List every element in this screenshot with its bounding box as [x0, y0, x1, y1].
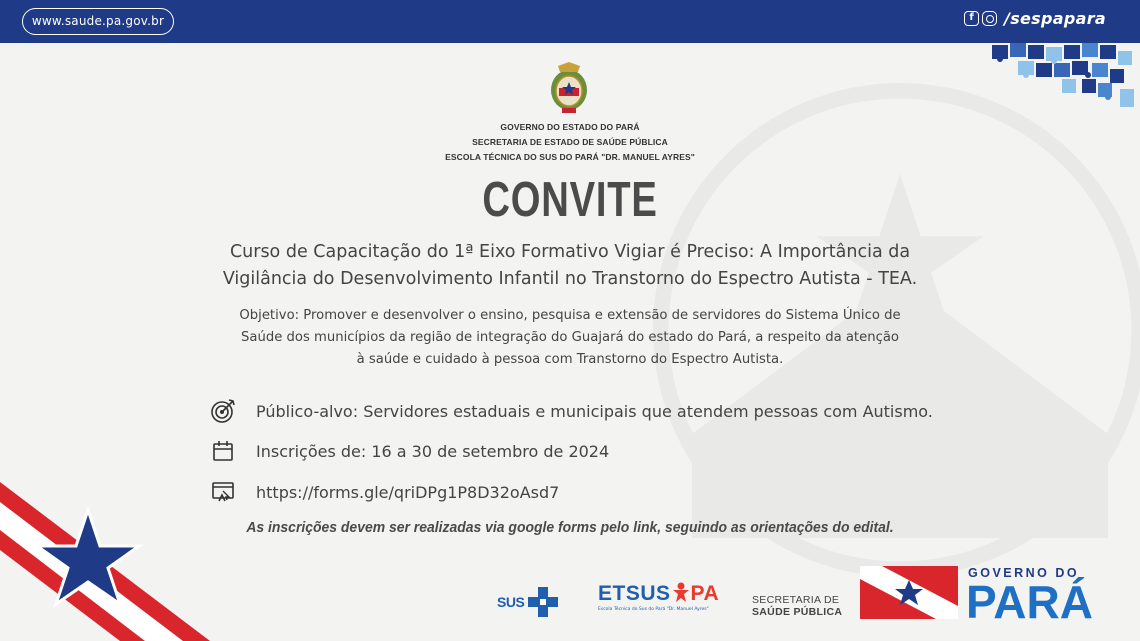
course-title-line-2: Vigilância do Desenvolvimento Infantil no Transtorno do Espectro Autista - TEA. — [222, 269, 918, 289]
secretariat-logo — [752, 594, 842, 618]
social-links — [964, 9, 1106, 28]
etsus-logo — [598, 582, 728, 612]
registration-note: As inscrições devem ser realizadas via google forms pelo link, seguindo as orientações do edital. — [246, 519, 894, 536]
site-url-link[interactable]: www.saude.pa.gov.br — [22, 8, 174, 35]
objective-line-3: à saúde e cuidado à pessoa com Transtorno do Espectro Autista. — [356, 352, 784, 367]
sus-logo-text: SUS — [497, 594, 525, 610]
secretariat-logo-line-2: SAÚDE PÚBLICA — [752, 606, 843, 618]
course-title-line-1: Curso de Capacitação do 1ª Eixo Formativo Vigiar é Preciso: A Importância da — [229, 242, 911, 262]
puzzle-pieces-decoration — [988, 43, 1140, 115]
sus-logo — [497, 585, 560, 619]
link-row — [210, 479, 559, 505]
instagram-icon[interactable] — [982, 11, 997, 26]
objective-line-2: Saúde dos municípios da região de integração do Guajará do estado do Pará, a respeito da atenção — [241, 330, 899, 345]
calendar-icon — [210, 438, 236, 464]
objective-line-1: Objetivo: Promover e desenvolver o ensino, pesquisa e extensão de servidores do Sistema Único de — [239, 308, 901, 323]
person-icon — [671, 582, 691, 602]
institution-line-school: ESCOLA TÉCNICA DO SUS DO PARÁ "DR. MANUEL AYRES" — [445, 152, 695, 162]
institution-header — [380, 120, 760, 165]
para-flag-icon — [860, 566, 958, 619]
institution-line-government: GOVERNO DO ESTADO DO PARÁ — [500, 122, 640, 132]
page-title: CONVITE — [482, 173, 658, 227]
governo-do-text: GOVERNO DO — [968, 566, 1080, 580]
course-title — [160, 239, 980, 293]
audience-text: Público-alvo: Servidores estaduais e municipais que atendem pessoas com Autismo. — [256, 401, 933, 421]
etsus-subtitle: Escola Técnica do Sus do Pará "Dr. Manuel Ayres" — [598, 607, 709, 612]
social-handle[interactable]: /sespapara — [1004, 9, 1106, 28]
registration-row — [210, 438, 609, 464]
course-objective — [190, 305, 950, 371]
facebook-icon[interactable]: f — [964, 11, 979, 26]
registration-dates: Inscrições de: 16 a 30 de setembro de 2024 — [256, 441, 610, 461]
sus-cross-icon — [526, 585, 560, 619]
para-flag-ribbon — [0, 470, 210, 641]
state-coat-of-arms-icon — [546, 60, 592, 116]
top-bar — [0, 0, 1140, 43]
para-text: PARÁ — [966, 576, 1093, 628]
target-icon — [210, 398, 236, 424]
audience-row — [210, 398, 933, 424]
registration-form-link[interactable]: https://forms.gle/qriDPg1P8D32oAsd7 — [256, 482, 560, 502]
institution-line-secretariat: SECRETARIA DE ESTADO DE SAÚDE PÚBLICA — [472, 137, 668, 147]
secretariat-logo-line-1: SECRETARIA DE — [752, 594, 840, 606]
form-link-icon — [210, 479, 236, 505]
etsus-logo-text: ETSUS PA — [598, 582, 720, 605]
